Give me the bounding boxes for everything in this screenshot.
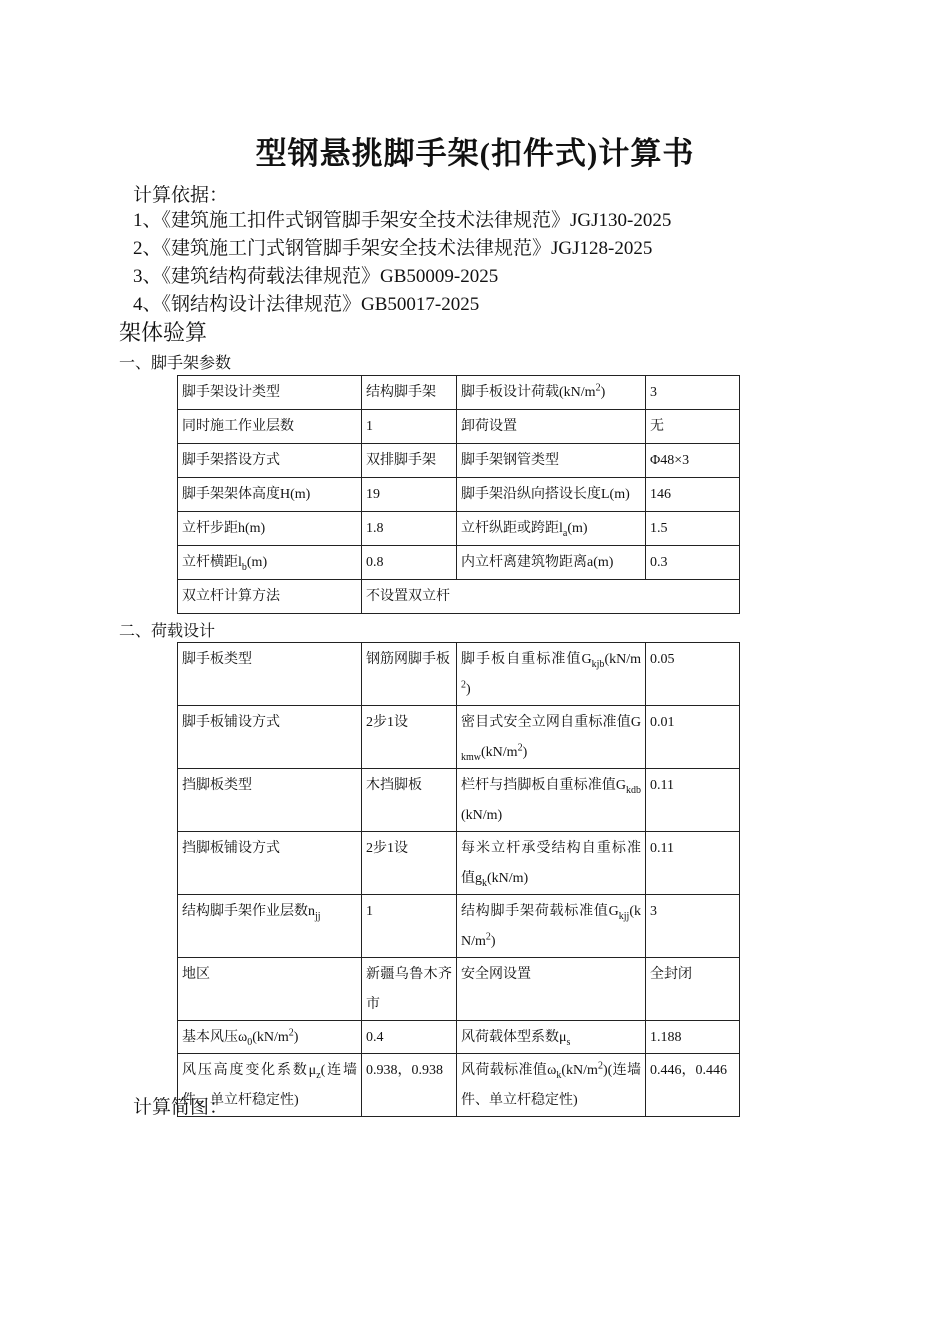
param-value: 3 bbox=[646, 376, 740, 410]
param-value: 无 bbox=[646, 410, 740, 444]
param-label: 脚手板类型 bbox=[178, 643, 362, 706]
basis-item: 2、《建筑施工门式钢管脚手架安全技术法律规范》JGJ128-2025 bbox=[133, 238, 653, 259]
param-label: 风荷载标准值$\omega_k(kN/m^2)$(连墙件、单立杆稳定性) bbox=[457, 1054, 646, 1117]
param-value: 新疆乌鲁木齐市 bbox=[362, 958, 457, 1021]
param-value: 钢筋网脚手板 bbox=[362, 643, 457, 706]
table-row bbox=[178, 958, 740, 1021]
param-label: 每米立杆承受结构自重标准值$g_k(kN/m)$ bbox=[457, 832, 646, 895]
param-value: 全封闭 bbox=[646, 958, 740, 1021]
table-row bbox=[178, 512, 740, 546]
param-label: 脚手板设计荷载$(kN/m^2)$ bbox=[457, 376, 646, 410]
param-label: 卸荷设置 bbox=[457, 410, 646, 444]
param-value: 1.5 bbox=[646, 512, 740, 546]
table-row bbox=[178, 376, 740, 410]
param-value: 2步1设 bbox=[362, 706, 457, 769]
param-label: 基本风压$\omega_0(kN/m^2)$ bbox=[178, 1021, 362, 1054]
param-label: 密目式安全立网自重标准值$G_{kmw}(kN/m^2)$ bbox=[457, 706, 646, 769]
param-label: 内立杆离建筑物距离a(m) bbox=[457, 546, 646, 580]
param-label: 脚手架沿纵向搭设长度L(m) bbox=[457, 478, 646, 512]
table-row bbox=[178, 1054, 740, 1117]
param-value: 不设置双立杆 bbox=[362, 580, 740, 614]
param-label: 地区 bbox=[178, 958, 362, 1021]
param-label: 风压高度变化系数$\mu_z$(连墙件、单立杆稳定性) bbox=[178, 1054, 362, 1117]
param-value: 1 bbox=[362, 410, 457, 444]
table-row bbox=[178, 769, 740, 832]
param-label: 脚手板自重标准值$G_{kjb}(kN/m^2)$ bbox=[457, 643, 646, 706]
table-row bbox=[178, 444, 740, 478]
table-row bbox=[178, 1021, 740, 1054]
param-label: 脚手架钢管类型 bbox=[457, 444, 646, 478]
param-value: 0.05 bbox=[646, 643, 740, 706]
table-row bbox=[178, 643, 740, 706]
table-row bbox=[178, 895, 740, 958]
param-label: 风荷载体型系数$\mu_s$ bbox=[457, 1021, 646, 1054]
param-value: 1 bbox=[362, 895, 457, 958]
param-label: 挡脚板类型 bbox=[178, 769, 362, 832]
diagram-heading: 计算简图： bbox=[133, 1097, 229, 1118]
param-value: 19 bbox=[362, 478, 457, 512]
basis-list bbox=[133, 207, 671, 319]
param-value: 1.188 bbox=[646, 1021, 740, 1054]
param-value: 0.3 bbox=[646, 546, 740, 580]
param-value: 0.938，0.938 bbox=[362, 1054, 457, 1117]
basis-item: 4、《钢结构设计法律规范》GB50017-2025 bbox=[133, 294, 480, 315]
subsection-load-design: 二、荷载设计 bbox=[119, 623, 216, 640]
param-label: 挡脚板铺设方式 bbox=[178, 832, 362, 895]
section-title: 架体验算 bbox=[119, 320, 208, 345]
basis-heading: 计算依据： bbox=[133, 185, 229, 206]
table-row bbox=[178, 410, 740, 444]
param-value: 0.11 bbox=[646, 832, 740, 895]
param-label: 安全网设置 bbox=[457, 958, 646, 1021]
param-label: 同时施工作业层数 bbox=[178, 410, 362, 444]
param-value: 1.8 bbox=[362, 512, 457, 546]
table-row bbox=[178, 580, 740, 614]
table-row bbox=[178, 546, 740, 580]
param-value: 0.446，0.446 bbox=[646, 1054, 740, 1117]
basis-item: 1、《建筑施工扣件式钢管脚手架安全技术法律规范》JGJ130-2025 bbox=[133, 210, 672, 231]
param-value: Φ48×3 bbox=[646, 444, 740, 478]
param-value: 0.8 bbox=[362, 546, 457, 580]
param-label: 立杆纵距或跨距$l_a(m)$ bbox=[457, 512, 646, 546]
basis-item: 3、《建筑结构荷载法律规范》GB50009-2025 bbox=[133, 266, 499, 287]
param-value: 2步1设 bbox=[362, 832, 457, 895]
table-row bbox=[178, 706, 740, 769]
table-row bbox=[178, 832, 740, 895]
param-value: 结构脚手架 bbox=[362, 376, 457, 410]
param-label: 立杆横距$l_b(m)$ bbox=[178, 546, 362, 580]
param-value: 3 bbox=[646, 895, 740, 958]
scaffold-params-table bbox=[177, 375, 740, 614]
load-design-table bbox=[177, 642, 740, 1117]
param-value: 木挡脚板 bbox=[362, 769, 457, 832]
param-value: 146 bbox=[646, 478, 740, 512]
param-label: 脚手板铺设方式 bbox=[178, 706, 362, 769]
param-value: 0.11 bbox=[646, 769, 740, 832]
param-label: 脚手架搭设方式 bbox=[178, 444, 362, 478]
param-label: 脚手架架体高度H(m) bbox=[178, 478, 362, 512]
param-value: 0.4 bbox=[362, 1021, 457, 1054]
param-label: 脚手架设计类型 bbox=[178, 376, 362, 410]
param-label: 栏杆与挡脚板自重标准值$G_{kdb}(kN/m)$ bbox=[457, 769, 646, 832]
param-value: 双排脚手架 bbox=[362, 444, 457, 478]
document-title: 型钢悬挑脚手架(扣件式)计算书 bbox=[255, 136, 695, 171]
table-row bbox=[178, 478, 740, 512]
param-value: 0.01 bbox=[646, 706, 740, 769]
param-label: 结构脚手架作业层数$n_{jj}$ bbox=[178, 895, 362, 958]
param-label: 结构脚手架荷载标准值$G_{kjj}(kN/m^2)$ bbox=[457, 895, 646, 958]
param-label: 双立杆计算方法 bbox=[178, 580, 362, 614]
subsection-scaffold-params: 一、脚手架参数 bbox=[119, 355, 232, 372]
param-label: 立杆步距h(m) bbox=[178, 512, 362, 546]
